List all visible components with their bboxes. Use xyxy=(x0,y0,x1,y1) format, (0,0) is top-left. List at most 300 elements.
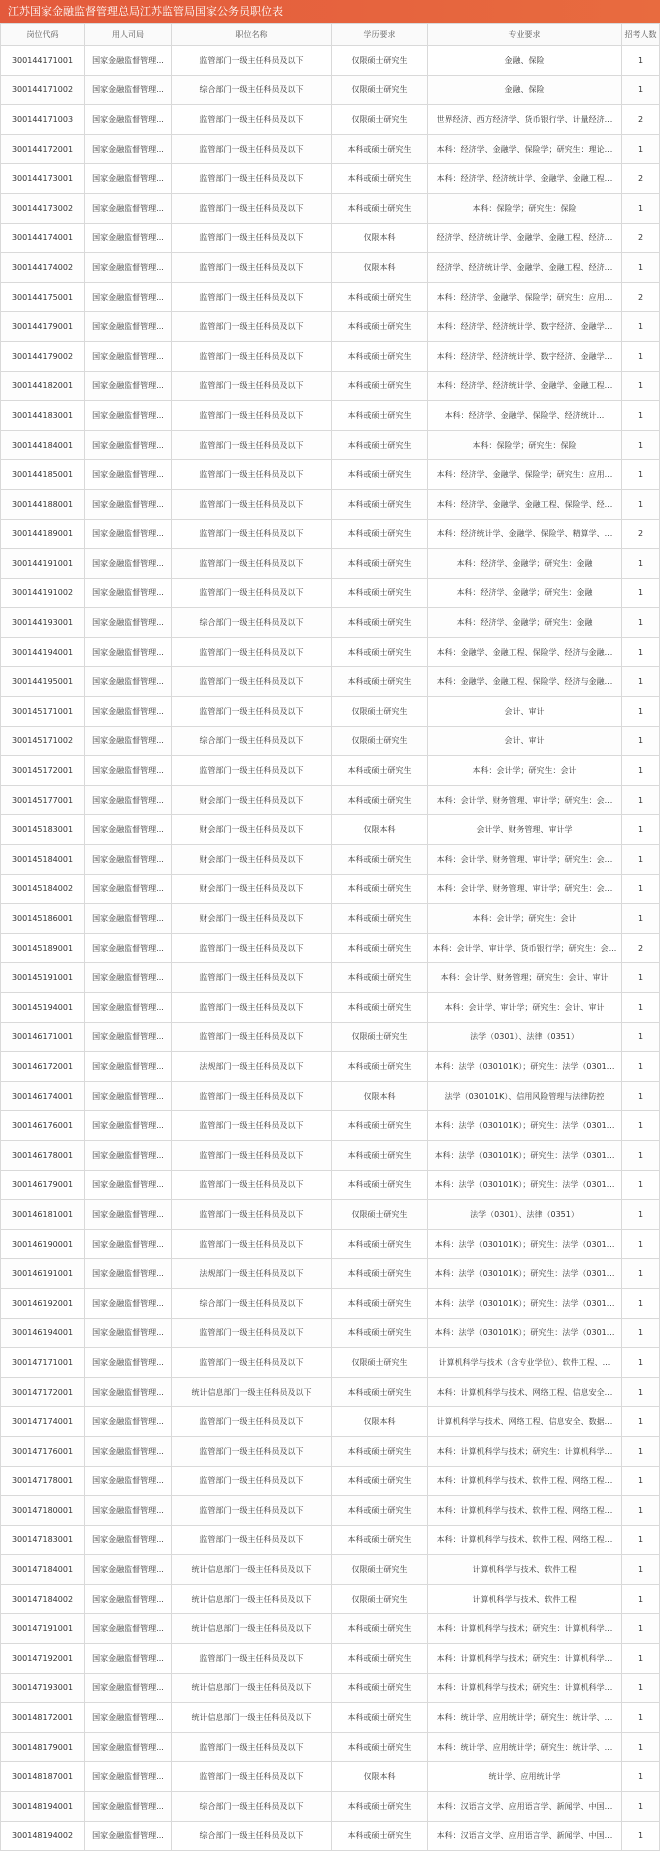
major-cell: 本科：经济学、金融学、保险学；研究生：理论... xyxy=(428,134,622,164)
major-cell: 本科：经济学、金融学、保险学；研究生：应用... xyxy=(428,282,622,312)
position-code-cell: 300144191001 xyxy=(1,549,85,579)
major-cell: 本科：汉语言文学、应用语言学、新闻学、中国... xyxy=(428,1821,622,1851)
major-cell: 本科：会计学、审计学；研究生：会计、审计 xyxy=(428,993,622,1023)
headcount-cell: 1 xyxy=(622,341,660,371)
table-header xyxy=(1,24,660,46)
headcount-cell: 1 xyxy=(622,401,660,431)
education-cell: 本科或硕士研究生 xyxy=(332,193,428,223)
major-cell: 本科：法学（030101K）；研究生：法学（0301... xyxy=(428,1140,622,1170)
education-cell: 本科或硕士研究生 xyxy=(332,312,428,342)
department-cell: 国家金融监督管理... xyxy=(85,1584,172,1614)
education-cell: 本科或硕士研究生 xyxy=(332,874,428,904)
education-cell: 本科或硕士研究生 xyxy=(332,1525,428,1555)
headcount-cell: 1 xyxy=(622,1555,660,1585)
headcount-cell: 1 xyxy=(622,1377,660,1407)
position-name-cell: 监管部门一级主任科员及以下 xyxy=(172,105,332,135)
position-code-cell: 300144194001 xyxy=(1,637,85,667)
position-code-cell: 300146194001 xyxy=(1,1318,85,1348)
major-cell: 法学（0301）、法律（0351） xyxy=(428,1200,622,1230)
table-row xyxy=(1,1318,660,1348)
education-cell: 仅限本科 xyxy=(332,815,428,845)
education-cell: 仅限本科 xyxy=(332,223,428,253)
major-cell: 法学（0301）、法律（0351） xyxy=(428,1022,622,1052)
headcount-cell: 1 xyxy=(622,193,660,223)
education-cell: 本科或硕士研究生 xyxy=(332,1496,428,1526)
position-code-cell: 300145194001 xyxy=(1,993,85,1023)
department-cell: 国家金融监督管理... xyxy=(85,1318,172,1348)
department-cell: 国家金融监督管理... xyxy=(85,371,172,401)
major-cell: 本科：会计学、财务管理；研究生：会计、审计 xyxy=(428,963,622,993)
position-code-cell: 300147192001 xyxy=(1,1644,85,1674)
major-cell: 本科：经济学、金融学、保险学；研究生：应用... xyxy=(428,460,622,490)
major-cell: 本科：金融学、金融工程、保险学、经济与金融... xyxy=(428,667,622,697)
education-cell: 仅限本科 xyxy=(332,1407,428,1437)
table-row xyxy=(1,371,660,401)
major-cell: 计算机科学与技术（含专业学位）、软件工程、... xyxy=(428,1348,622,1378)
department-cell: 国家金融监督管理... xyxy=(85,1644,172,1674)
headcount-cell: 1 xyxy=(622,1525,660,1555)
headcount-cell: 1 xyxy=(622,726,660,756)
position-name-cell: 监管部门一级主任科员及以下 xyxy=(172,637,332,667)
education-cell: 仅限硕士研究生 xyxy=(332,46,428,76)
education-cell: 仅限硕士研究生 xyxy=(332,1022,428,1052)
position-name-cell: 监管部门一级主任科员及以下 xyxy=(172,963,332,993)
education-cell: 仅限本科 xyxy=(332,253,428,283)
position-name-cell: 监管部门一级主任科员及以下 xyxy=(172,1407,332,1437)
header-row xyxy=(1,24,660,46)
position-code-cell: 300144188001 xyxy=(1,489,85,519)
department-cell: 国家金融监督管理... xyxy=(85,164,172,194)
major-cell: 世界经济、西方经济学、货币银行学、计量经济... xyxy=(428,105,622,135)
position-name-cell: 监管部门一级主任科员及以下 xyxy=(172,1762,332,1792)
table-row xyxy=(1,697,660,727)
position-name-cell: 监管部门一级主任科员及以下 xyxy=(172,1466,332,1496)
table-row xyxy=(1,253,660,283)
department-cell: 国家金融监督管理... xyxy=(85,933,172,963)
major-cell: 计算机科学与技术、软件工程 xyxy=(428,1555,622,1585)
table-row xyxy=(1,134,660,164)
headcount-cell: 1 xyxy=(622,1170,660,1200)
position-name-cell: 监管部门一级主任科员及以下 xyxy=(172,371,332,401)
position-code-cell: 300144189001 xyxy=(1,519,85,549)
position-code-cell: 300146179001 xyxy=(1,1170,85,1200)
education-cell: 本科或硕士研究生 xyxy=(332,1703,428,1733)
headcount-cell: 1 xyxy=(622,1200,660,1230)
position-code-cell: 300146191001 xyxy=(1,1259,85,1289)
department-cell: 国家金融监督管理... xyxy=(85,282,172,312)
position-name-cell: 统计信息部门一级主任科员及以下 xyxy=(172,1703,332,1733)
major-cell: 会计学、财务管理、审计学 xyxy=(428,815,622,845)
major-cell: 法学（030101K）、信用风险管理与法律防控 xyxy=(428,1081,622,1111)
department-cell: 国家金融监督管理... xyxy=(85,489,172,519)
department-cell: 国家金融监督管理... xyxy=(85,105,172,135)
position-name-cell: 监管部门一级主任科员及以下 xyxy=(172,1732,332,1762)
position-code-cell: 300147183001 xyxy=(1,1525,85,1555)
position-code-cell: 300145184001 xyxy=(1,845,85,875)
education-cell: 本科或硕士研究生 xyxy=(332,1673,428,1703)
headcount-cell: 1 xyxy=(622,134,660,164)
headcount-cell: 1 xyxy=(622,845,660,875)
headcount-cell: 2 xyxy=(622,282,660,312)
table-row xyxy=(1,75,660,105)
position-name-cell: 监管部门一级主任科员及以下 xyxy=(172,1318,332,1348)
column-header-major: 专业要求 xyxy=(428,24,622,46)
department-cell: 国家金融监督管理... xyxy=(85,1614,172,1644)
position-name-cell: 监管部门一级主任科员及以下 xyxy=(172,430,332,460)
position-code-cell: 300144171001 xyxy=(1,46,85,76)
headcount-cell: 1 xyxy=(622,667,660,697)
table-row xyxy=(1,164,660,194)
table-row xyxy=(1,1081,660,1111)
major-cell: 本科：保险学；研究生：保险 xyxy=(428,193,622,223)
department-cell: 国家金融监督管理... xyxy=(85,874,172,904)
major-cell: 经济学、经济统计学、金融学、金融工程、经济... xyxy=(428,223,622,253)
headcount-cell: 1 xyxy=(622,489,660,519)
major-cell: 本科：经济学、金融学；研究生：金融 xyxy=(428,549,622,579)
table-row xyxy=(1,1200,660,1230)
table-row xyxy=(1,312,660,342)
department-cell: 国家金融监督管理... xyxy=(85,430,172,460)
department-cell: 国家金融监督管理... xyxy=(85,637,172,667)
department-cell: 国家金融监督管理... xyxy=(85,1259,172,1289)
headcount-cell: 1 xyxy=(622,1229,660,1259)
table-row xyxy=(1,1555,660,1585)
department-cell: 国家金融监督管理... xyxy=(85,134,172,164)
table-row xyxy=(1,637,660,667)
headcount-cell: 1 xyxy=(622,785,660,815)
education-cell: 本科或硕士研究生 xyxy=(332,1259,428,1289)
table-row xyxy=(1,874,660,904)
major-cell: 会计、审计 xyxy=(428,726,622,756)
headcount-cell: 1 xyxy=(622,637,660,667)
position-name-cell: 监管部门一级主任科员及以下 xyxy=(172,1496,332,1526)
table-row xyxy=(1,46,660,76)
major-cell: 本科：经济学、金融学、保险学、经济统计... xyxy=(428,401,622,431)
education-cell: 本科或硕士研究生 xyxy=(332,1052,428,1082)
headcount-cell: 1 xyxy=(622,608,660,638)
position-name-cell: 综合部门一级主任科员及以下 xyxy=(172,1792,332,1822)
position-name-cell: 监管部门一级主任科员及以下 xyxy=(172,519,332,549)
department-cell: 国家金融监督管理... xyxy=(85,1762,172,1792)
education-cell: 仅限硕士研究生 xyxy=(332,697,428,727)
education-cell: 本科或硕士研究生 xyxy=(332,460,428,490)
headcount-cell: 1 xyxy=(622,904,660,934)
table-row xyxy=(1,1732,660,1762)
table-row xyxy=(1,430,660,460)
table-row xyxy=(1,460,660,490)
position-code-cell: 300145191001 xyxy=(1,963,85,993)
position-name-cell: 统计信息部门一级主任科员及以下 xyxy=(172,1584,332,1614)
table-row xyxy=(1,1762,660,1792)
department-cell: 国家金融监督管理... xyxy=(85,1229,172,1259)
position-name-cell: 财会部门一级主任科员及以下 xyxy=(172,785,332,815)
major-cell: 统计学、应用统计学 xyxy=(428,1762,622,1792)
table-row xyxy=(1,489,660,519)
position-code-cell: 300144191002 xyxy=(1,578,85,608)
table-row xyxy=(1,815,660,845)
position-code-cell: 300145177001 xyxy=(1,785,85,815)
major-cell: 本科：法学（030101K）；研究生：法学（0301... xyxy=(428,1052,622,1082)
major-cell: 本科：法学（030101K）；研究生：法学（0301... xyxy=(428,1170,622,1200)
headcount-cell: 1 xyxy=(622,1111,660,1141)
headcount-cell: 1 xyxy=(622,1732,660,1762)
table-row xyxy=(1,549,660,579)
position-code-cell: 300147193001 xyxy=(1,1673,85,1703)
position-name-cell: 监管部门一级主任科员及以下 xyxy=(172,223,332,253)
position-code-cell: 300146178001 xyxy=(1,1140,85,1170)
position-code-cell: 300145186001 xyxy=(1,904,85,934)
headcount-cell: 1 xyxy=(622,993,660,1023)
position-name-cell: 监管部门一级主任科员及以下 xyxy=(172,1170,332,1200)
position-code-cell: 300146192001 xyxy=(1,1288,85,1318)
department-cell: 国家金融监督管理... xyxy=(85,1170,172,1200)
major-cell: 本科：会计学；研究生：会计 xyxy=(428,756,622,786)
position-name-cell: 监管部门一级主任科员及以下 xyxy=(172,667,332,697)
education-cell: 本科或硕士研究生 xyxy=(332,371,428,401)
headcount-cell: 1 xyxy=(622,578,660,608)
table-row xyxy=(1,1466,660,1496)
table-row xyxy=(1,1407,660,1437)
positions-table xyxy=(0,23,660,1851)
department-cell: 国家金融监督管理... xyxy=(85,1288,172,1318)
position-name-cell: 统计信息部门一级主任科员及以下 xyxy=(172,1555,332,1585)
position-code-cell: 300146176001 xyxy=(1,1111,85,1141)
major-cell: 本科：会计学、财务管理、审计学；研究生：会... xyxy=(428,845,622,875)
headcount-cell: 1 xyxy=(622,1466,660,1496)
major-cell: 本科：经济学、经济统计学、金融学、金融工程... xyxy=(428,164,622,194)
major-cell: 本科：会计学、财务管理、审计学；研究生：会... xyxy=(428,874,622,904)
position-name-cell: 监管部门一级主任科员及以下 xyxy=(172,549,332,579)
major-cell: 本科：汉语言文学、应用语言学、新闻学、中国... xyxy=(428,1792,622,1822)
education-cell: 仅限硕士研究生 xyxy=(332,726,428,756)
table-row xyxy=(1,1644,660,1674)
department-cell: 国家金融监督管理... xyxy=(85,460,172,490)
position-name-cell: 监管部门一级主任科员及以下 xyxy=(172,1081,332,1111)
table-row xyxy=(1,1377,660,1407)
position-code-cell: 300147184002 xyxy=(1,1584,85,1614)
position-name-cell: 综合部门一级主任科员及以下 xyxy=(172,75,332,105)
major-cell: 本科：金融学、金融工程、保险学、经济与金融... xyxy=(428,637,622,667)
headcount-cell: 1 xyxy=(622,815,660,845)
table-row xyxy=(1,578,660,608)
education-cell: 本科或硕士研究生 xyxy=(332,963,428,993)
position-code-cell: 300147172001 xyxy=(1,1377,85,1407)
department-cell: 国家金融监督管理... xyxy=(85,1377,172,1407)
department-cell: 国家金融监督管理... xyxy=(85,1140,172,1170)
department-cell: 国家金融监督管理... xyxy=(85,1496,172,1526)
table-row xyxy=(1,105,660,135)
education-cell: 本科或硕士研究生 xyxy=(332,549,428,579)
table-row xyxy=(1,1140,660,1170)
major-cell: 会计、审计 xyxy=(428,697,622,727)
headcount-cell: 1 xyxy=(622,1614,660,1644)
major-cell: 本科：经济学、经济统计学、数字经济、金融学... xyxy=(428,312,622,342)
position-name-cell: 监管部门一级主任科员及以下 xyxy=(172,933,332,963)
department-cell: 国家金融监督管理... xyxy=(85,1703,172,1733)
major-cell: 本科：法学（030101K）；研究生：法学（0301... xyxy=(428,1229,622,1259)
education-cell: 本科或硕士研究生 xyxy=(332,489,428,519)
column-header-education: 学历要求 xyxy=(332,24,428,46)
table-row xyxy=(1,1614,660,1644)
major-cell: 本科：会计学、审计学、货币银行学；研究生：会... xyxy=(428,933,622,963)
headcount-cell: 1 xyxy=(622,1792,660,1822)
major-cell: 本科：法学（030101K）；研究生：法学（0301... xyxy=(428,1111,622,1141)
position-name-cell: 统计信息部门一级主任科员及以下 xyxy=(172,1673,332,1703)
table-row xyxy=(1,1792,660,1822)
table-row xyxy=(1,1259,660,1289)
education-cell: 本科或硕士研究生 xyxy=(332,637,428,667)
table-row xyxy=(1,963,660,993)
headcount-cell: 2 xyxy=(622,933,660,963)
position-name-cell: 监管部门一级主任科员及以下 xyxy=(172,1140,332,1170)
position-name-cell: 统计信息部门一级主任科员及以下 xyxy=(172,1377,332,1407)
position-code-cell: 300144179001 xyxy=(1,312,85,342)
position-name-cell: 财会部门一级主任科员及以下 xyxy=(172,904,332,934)
position-code-cell: 300148187001 xyxy=(1,1762,85,1792)
department-cell: 国家金融监督管理... xyxy=(85,726,172,756)
department-cell: 国家金融监督管理... xyxy=(85,1673,172,1703)
department-cell: 国家金融监督管理... xyxy=(85,1200,172,1230)
position-code-cell: 300145183001 xyxy=(1,815,85,845)
headcount-cell: 1 xyxy=(622,1436,660,1466)
table-body xyxy=(1,46,660,1851)
table-row xyxy=(1,401,660,431)
headcount-cell: 1 xyxy=(622,253,660,283)
major-cell: 本科：计算机科学与技术；研究生：计算机科学... xyxy=(428,1614,622,1644)
education-cell: 本科或硕士研究生 xyxy=(332,341,428,371)
education-cell: 本科或硕士研究生 xyxy=(332,164,428,194)
position-code-cell: 300145171002 xyxy=(1,726,85,756)
department-cell: 国家金融监督管理... xyxy=(85,608,172,638)
department-cell: 国家金融监督管理... xyxy=(85,1525,172,1555)
department-cell: 国家金融监督管理... xyxy=(85,401,172,431)
position-name-cell: 监管部门一级主任科员及以下 xyxy=(172,1200,332,1230)
education-cell: 本科或硕士研究生 xyxy=(332,904,428,934)
table-row xyxy=(1,193,660,223)
major-cell: 本科：会计学、财务管理、审计学；研究生：会... xyxy=(428,785,622,815)
headcount-cell: 2 xyxy=(622,164,660,194)
headcount-cell: 1 xyxy=(622,1022,660,1052)
major-cell: 本科：经济学、经济统计学、数字经济、金融学... xyxy=(428,341,622,371)
headcount-cell: 1 xyxy=(622,1584,660,1614)
position-name-cell: 监管部门一级主任科员及以下 xyxy=(172,1436,332,1466)
education-cell: 本科或硕士研究生 xyxy=(332,1229,428,1259)
position-code-cell: 300148194002 xyxy=(1,1821,85,1851)
table-row xyxy=(1,933,660,963)
position-name-cell: 监管部门一级主任科员及以下 xyxy=(172,134,332,164)
table-row xyxy=(1,845,660,875)
education-cell: 本科或硕士研究生 xyxy=(332,608,428,638)
education-cell: 本科或硕士研究生 xyxy=(332,1614,428,1644)
headcount-cell: 2 xyxy=(622,105,660,135)
headcount-cell: 1 xyxy=(622,549,660,579)
headcount-cell: 1 xyxy=(622,1140,660,1170)
major-cell: 本科：计算机科学与技术、软件工程、网络工程... xyxy=(428,1525,622,1555)
headcount-cell: 1 xyxy=(622,1288,660,1318)
position-code-cell: 300144172001 xyxy=(1,134,85,164)
table-row xyxy=(1,756,660,786)
headcount-cell: 1 xyxy=(622,1496,660,1526)
position-code-cell: 300146174001 xyxy=(1,1081,85,1111)
headcount-cell: 1 xyxy=(622,1348,660,1378)
table-row xyxy=(1,1821,660,1851)
table-row xyxy=(1,1496,660,1526)
position-code-cell: 300146172001 xyxy=(1,1052,85,1082)
headcount-cell: 1 xyxy=(622,46,660,76)
major-cell: 本科：法学（030101K）；研究生：法学（0301... xyxy=(428,1318,622,1348)
department-cell: 国家金融监督管理... xyxy=(85,341,172,371)
major-cell: 本科：计算机科学与技术；研究生：计算机科学... xyxy=(428,1644,622,1674)
department-cell: 国家金融监督管理... xyxy=(85,1732,172,1762)
page-title: 江苏国家金融监督管理总局江苏监管局国家公务员职位表 xyxy=(0,0,660,23)
position-code-cell: 300147176001 xyxy=(1,1436,85,1466)
position-name-cell: 监管部门一级主任科员及以下 xyxy=(172,282,332,312)
table-row xyxy=(1,282,660,312)
department-cell: 国家金融监督管理... xyxy=(85,1555,172,1585)
major-cell: 本科：法学（030101K）；研究生：法学（0301... xyxy=(428,1288,622,1318)
department-cell: 国家金融监督管理... xyxy=(85,845,172,875)
education-cell: 仅限硕士研究生 xyxy=(332,1584,428,1614)
position-code-cell: 300144171003 xyxy=(1,105,85,135)
position-name-cell: 监管部门一级主任科员及以下 xyxy=(172,697,332,727)
position-code-cell: 300148172001 xyxy=(1,1703,85,1733)
major-cell: 本科：经济学、金融学、金融工程、保险学、经... xyxy=(428,489,622,519)
education-cell: 本科或硕士研究生 xyxy=(332,667,428,697)
department-cell: 国家金融监督管理... xyxy=(85,815,172,845)
major-cell: 金融、保险 xyxy=(428,46,622,76)
education-cell: 本科或硕士研究生 xyxy=(332,785,428,815)
column-header-count: 招考人数 xyxy=(622,24,660,46)
education-cell: 本科或硕士研究生 xyxy=(332,993,428,1023)
major-cell: 本科：计算机科学与技术；研究生：计算机科学... xyxy=(428,1673,622,1703)
headcount-cell: 1 xyxy=(622,1081,660,1111)
major-cell: 计算机科学与技术、网络工程、信息安全、数据... xyxy=(428,1407,622,1437)
department-cell: 国家金融监督管理... xyxy=(85,904,172,934)
department-cell: 国家金融监督管理... xyxy=(85,756,172,786)
major-cell: 本科：法学（030101K）；研究生：法学（0301... xyxy=(428,1259,622,1289)
education-cell: 本科或硕士研究生 xyxy=(332,1140,428,1170)
position-name-cell: 监管部门一级主任科员及以下 xyxy=(172,193,332,223)
department-cell: 国家金融监督管理... xyxy=(85,193,172,223)
position-name-cell: 监管部门一级主任科员及以下 xyxy=(172,1525,332,1555)
position-name-cell: 监管部门一级主任科员及以下 xyxy=(172,1644,332,1674)
position-code-cell: 300147171001 xyxy=(1,1348,85,1378)
headcount-cell: 1 xyxy=(622,1821,660,1851)
department-cell: 国家金融监督管理... xyxy=(85,549,172,579)
position-code-cell: 300147191001 xyxy=(1,1614,85,1644)
position-code-cell: 300144182001 xyxy=(1,371,85,401)
major-cell: 本科：统计学、应用统计学；研究生：统计学、... xyxy=(428,1703,622,1733)
position-name-cell: 监管部门一级主任科员及以下 xyxy=(172,1348,332,1378)
position-code-cell: 300144185001 xyxy=(1,460,85,490)
major-cell: 本科：计算机科学与技术、软件工程、网络工程... xyxy=(428,1466,622,1496)
position-code-cell: 300145184002 xyxy=(1,874,85,904)
department-cell: 国家金融监督管理... xyxy=(85,1081,172,1111)
department-cell: 国家金融监督管理... xyxy=(85,1466,172,1496)
table-row xyxy=(1,1348,660,1378)
headcount-cell: 1 xyxy=(622,697,660,727)
education-cell: 仅限硕士研究生 xyxy=(332,1555,428,1585)
headcount-cell: 1 xyxy=(622,430,660,460)
headcount-cell: 1 xyxy=(622,1644,660,1674)
headcount-cell: 1 xyxy=(622,75,660,105)
education-cell: 本科或硕士研究生 xyxy=(332,1318,428,1348)
table-row xyxy=(1,904,660,934)
department-cell: 国家金融监督管理... xyxy=(85,963,172,993)
table-row xyxy=(1,1703,660,1733)
education-cell: 仅限硕士研究生 xyxy=(332,105,428,135)
position-name-cell: 财会部门一级主任科员及以下 xyxy=(172,845,332,875)
